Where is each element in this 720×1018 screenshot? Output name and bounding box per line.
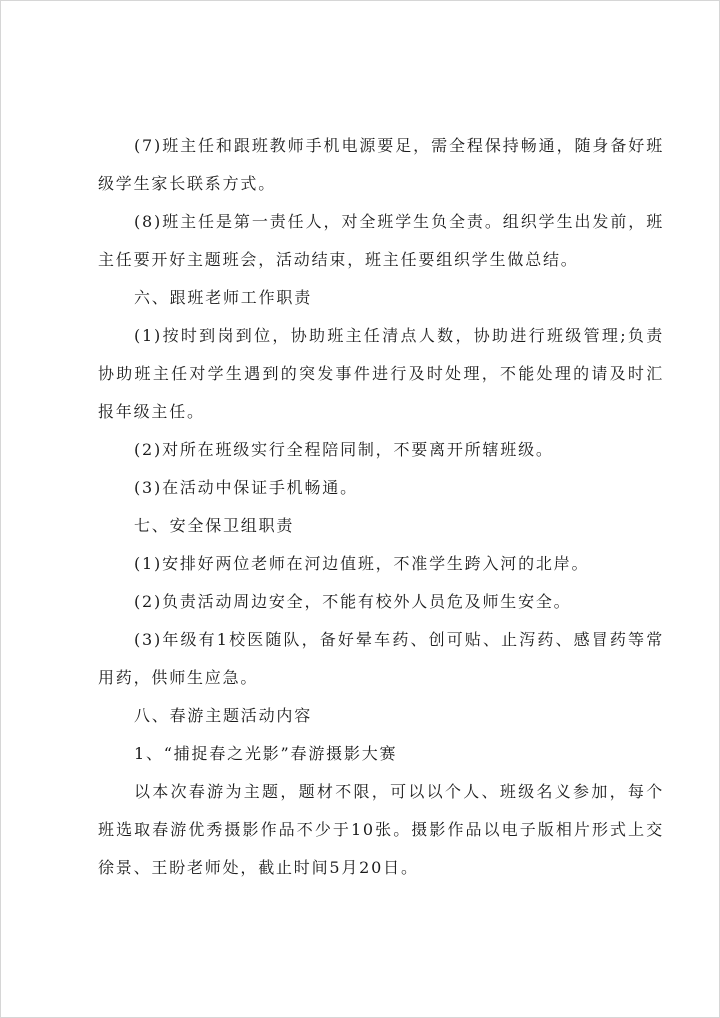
paragraph-item-6-1: (1)按时到岗到位，协助班主任清点人数，协助进行班级管理;负责协助班主任对学生遇到的突发事件进行及时处理，不能处理的请及时汇报年级主任。 xyxy=(98,326,664,421)
section-heading-8: 八、春游主题活动内容 xyxy=(134,706,313,725)
paragraph-item-6-2: (2)对所在班级实行全程陪同制，不要离开所辖班级。 xyxy=(134,440,554,459)
section-heading-6: 六、跟班老师工作职责 xyxy=(134,288,313,307)
paragraph-item-7: (7)班主任和跟班教师手机电源要足，需全程保持畅通，随身备好班级学生家长联系方式。 xyxy=(98,136,664,193)
paragraph-item-7-1: (1)安排好两位老师在河边值班，不准学生跨入河的北岸。 xyxy=(134,554,590,573)
section-heading-7: 七、安全保卫组职责 xyxy=(134,516,295,535)
subsection-heading-8-1: 1、“捕捉春之光影”春游摄影大赛 xyxy=(134,744,398,763)
paragraph-item-7-3: (3)年级有1校医随队，备好晕车药、创可贴、止泻药、感冒药等常用药，供师生应急。 xyxy=(98,630,664,687)
paragraph-item-7-2: (2)负责活动周边安全，不能有校外人员危及师生安全。 xyxy=(134,592,572,611)
paragraph-item-6-3: (3)在活动中保证手机畅通。 xyxy=(134,478,358,497)
paragraph-item-8: (8)班主任是第一责任人，对全班学生负全责。组织学生出发前，班主任要开好主题班会，活动结束，班主任要组织学生做总结。 xyxy=(98,212,664,269)
paragraph-8-1-body: 以本次春游为主题，题材不限，可以以个人、班级名义参加，每个班选取春游优秀摄影作品不少于10张。摄影作品以电子版相片形式上交徐景、王盼老师处，截止时间5月20日。 xyxy=(98,782,664,877)
document-body xyxy=(98,127,664,887)
